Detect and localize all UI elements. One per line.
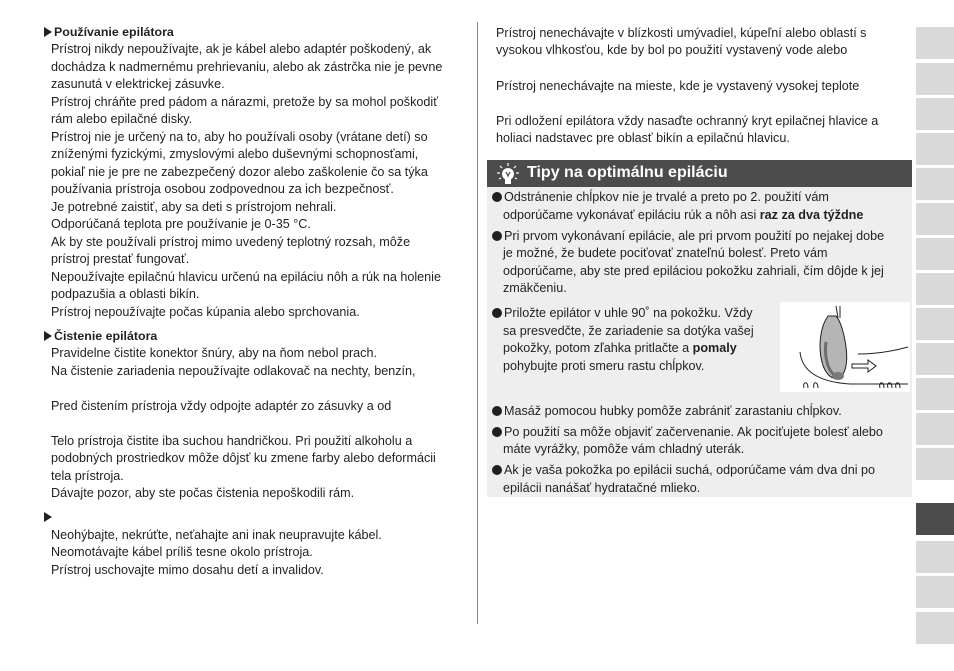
storage-heading: [44, 509, 54, 526]
section-tab[interactable]: [916, 238, 954, 270]
section-tab[interactable]: [916, 413, 954, 445]
section-tab[interactable]: [916, 343, 954, 375]
section-tab[interactable]: [916, 168, 954, 200]
usage-line: Ak by ste používali prístroj mimo uvedený teplotný rozsah, môže: [51, 235, 411, 249]
section-tab[interactable]: [916, 27, 954, 59]
column-divider: [477, 22, 478, 624]
section-tab[interactable]: [916, 448, 954, 480]
section-tab[interactable]: [916, 273, 954, 305]
section-tab[interactable]: [916, 576, 954, 608]
tips-title: Tipy na optimálnu epiláciu: [527, 164, 728, 181]
section-tab[interactable]: [916, 203, 954, 235]
tip-line: máte vyrážky, pomôže vám chladný uterák.: [503, 442, 745, 456]
storage-line: Neohýbajte, nekrúťte, neťahajte ani inak neupravujte kábel.: [51, 528, 382, 542]
usage-line: Odporúčaná teplota pre používanie je 0-35 °C.: [51, 217, 311, 231]
tip-item: Priložte epilátor v uhle 90˚ na pokožku. Vždy: [492, 305, 753, 322]
tip-line: je možné, že budete pociťovať znateľnú bolesť. Preto vám: [503, 246, 828, 260]
cleaning-line: Pred čistením prístroja vždy odpojte adaptér zo zásuvky a od: [51, 399, 392, 413]
triangle-bullet-icon: [44, 512, 52, 522]
intro-line: holiaci nadstavec pre oblasť bikín a epilačnú hlavicu.: [496, 131, 790, 145]
epilator-on-leg-illustration: [780, 302, 910, 392]
tip-line: pokožky, potom zľahka pritlačte a pomaly: [503, 341, 737, 355]
section-tab[interactable]: [916, 308, 954, 340]
usage-line: Prístroj nepoužívajte počas kúpania alebo sprchovania.: [51, 305, 360, 319]
usage-line: Nepoužívajte epilačnú hlavicu určenú na epiláciu nôh a rúk na holenie: [51, 270, 441, 284]
section-tab[interactable]: [916, 63, 954, 95]
section-tab[interactable]: [916, 378, 954, 410]
tip-item: Masáž pomocou hubky pomôže zabrániť zarastaniu chĺpkov.: [492, 403, 842, 420]
bullet-icon: [492, 427, 502, 437]
storage-line: Neomotávajte kábel príliš tesne okolo prístroja.: [51, 545, 313, 559]
intro-line: Prístroj nenechávajte na mieste, kde je vystavený vysokej teplote: [496, 79, 860, 93]
cleaning-line: Telo prístroja čistite iba suchou handričkou. Pri použití alkoholu a: [51, 434, 413, 448]
bullet-icon: [492, 231, 502, 241]
usage-line: zasunutá v elektrickej zásuvke.: [51, 77, 225, 91]
tip-item: Po použití sa môže objaviť začervenanie. Ak pociťujete bolesť alebo: [492, 424, 883, 441]
usage-line: Prístroj nie je určený na to, aby ho používali osoby (vrátane detí) so: [51, 130, 428, 144]
tip-line: pohybujte proti smeru rastu chĺpkov.: [503, 359, 705, 373]
tip-line: sa presvedčte, že zariadenie sa dotýka vašej: [503, 324, 754, 338]
tip-line: odporúčame vykonávať epiláciu rúk a nôh asi raz za dva týždne: [503, 208, 864, 222]
section-tab[interactable]: [916, 133, 954, 165]
tip-item: Pri prvom vykonávaní epilácie, ale pri prvom použití po nejakej dobe: [492, 228, 884, 245]
intro-line: Pri odložení epilátora vždy nasaďte ochranný kryt epilačnej hlavice a: [496, 114, 879, 128]
tip-item: Odstránenie chĺpkov nie je trvalé a preto po 2. použití vám: [492, 189, 829, 206]
bullet-icon: [492, 192, 502, 202]
usage-line: používania prístroja osobou zodpovednou za ich bezpečnosť.: [51, 182, 394, 196]
tip-line: odporúčame, aby ste pred epiláciou pokožku zahriali, čím dôjde k jej: [503, 264, 884, 278]
usage-line: Prístroj chráňte pred pádom a nárazmi, pretože by sa mohol poškodiť: [51, 95, 438, 109]
cleaning-line: Dávajte pozor, aby ste počas čistenia nepoškodili rám.: [51, 486, 355, 500]
cleaning-line: Pravidelne čistite konektor šnúry, aby na ňom nebol prach.: [51, 346, 377, 360]
triangle-bullet-icon: [44, 331, 52, 341]
section-tab-active[interactable]: [916, 503, 954, 535]
bullet-icon: [492, 308, 502, 318]
usage-line: podpazušia a oblasti bikín.: [51, 287, 200, 301]
storage-line: Prístroj uschovajte mimo dosahu detí a invalidov.: [51, 563, 324, 577]
section-tab[interactable]: [916, 541, 954, 573]
tip-item: Ak je vaša pokožka po epilácii suchá, odporúčame vám dva dni po: [492, 462, 875, 479]
intro-line: Prístroj nenechávajte v blízkosti umývadiel, kúpeľní alebo oblastí s: [496, 26, 867, 40]
usage-line: rám alebo epilačné disky.: [51, 112, 193, 126]
usage-line: zníženými fyzickými, zmyslovými alebo duševnými schopnosťami,: [51, 147, 419, 161]
usage-line: prístroj prestať fungovať.: [51, 252, 190, 266]
usage-line: dochádza k nadmernému prehrievaniu, alebo ak zástrčka nie je pevne: [51, 60, 443, 74]
section-tab[interactable]: [916, 98, 954, 130]
usage-line: Prístroj nikdy nepoužívajte, ak je kábel alebo adaptér poškodený, ak: [51, 42, 432, 56]
bullet-icon: [492, 406, 502, 416]
bullet-icon: [492, 465, 502, 475]
tips-header: [487, 160, 912, 187]
tip-line: zmäkčeniu.: [503, 281, 567, 295]
section-tab[interactable]: [916, 612, 954, 644]
cleaning-line: tela prístroja.: [51, 469, 124, 483]
cleaning-line: podobných prostriedkov môže dôjsť ku zmene farby alebo deformácii: [51, 451, 436, 465]
usage-line: Je potrebné zaistiť, aby sa deti s prístrojom nehrali.: [51, 200, 337, 214]
usage-line: pokiaľ nie je pre ne zabezpečený dozor alebo zaškolenie čo sa týka: [51, 165, 428, 179]
cleaning-line: Na čistenie zariadenia nepoužívajte odlakovač na nechty, benzín,: [51, 364, 416, 378]
triangle-bullet-icon: [44, 27, 52, 37]
tip-line: epilácii nanášať hydratačné mlieko.: [503, 481, 701, 495]
intro-line: vysokou vlhkosťou, kde by bol po použití vystavený vode alebo: [496, 43, 848, 57]
lightbulb-icon: [495, 162, 521, 186]
cleaning-heading: Čistenie epilátora: [44, 328, 157, 345]
usage-heading: Používanie epilátora: [44, 24, 174, 41]
